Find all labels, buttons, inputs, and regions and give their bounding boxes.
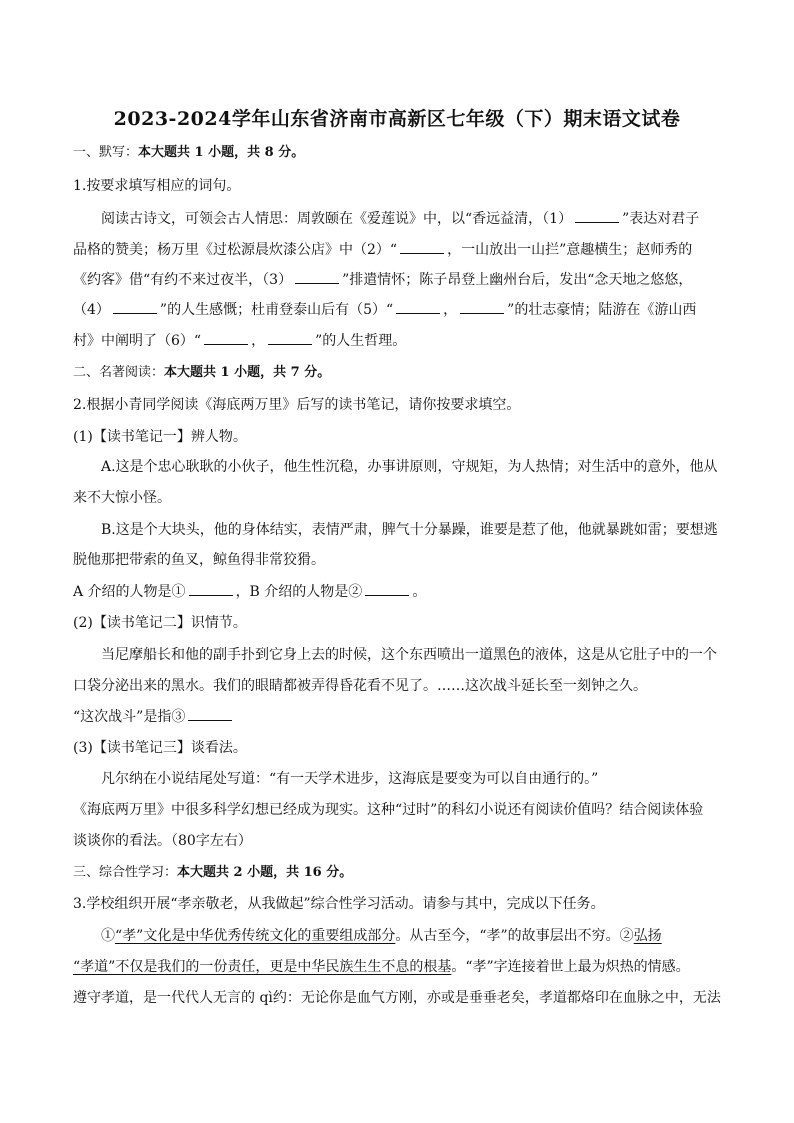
q3-passage-line-3: 遵守孝道，是一代代人无言的 qì约：无论你是血气方刚，亦或是垂垂老矣，孝道都烙印在血脉之中，无法: [73, 990, 721, 1006]
underlined-sentence-2: “孝道”不仅是我们的一份责任，更是中华民族生生不息的根基: [73, 959, 452, 975]
q2-passage-line-2: 口袋分泌出来的黑水。我们的眼睛都被弄得昏花看不见了。……这次战斗延长至一刻钟之久。: [73, 678, 647, 694]
answer-blank-3[interactable]: [295, 270, 339, 284]
q1-text: 阅读古诗文，可领会古人情思：周敦颐在《爱莲说》中，以“香远益清，（1）: [101, 211, 573, 227]
page-title: 2023-2024学年山东省济南市高新区七年级（下）期末语文试卷: [113, 108, 681, 130]
q1-line-3: [73, 270, 728, 290]
section-3-heading: [73, 863, 728, 883]
answer-blank-5b[interactable]: [460, 300, 504, 314]
q3-passage-line-1: [101, 926, 728, 946]
q2-view-line-1: 《海底两万里》中很多科学幻想已经成为现实。这种“过时”的科幻小说还有阅读价值吗？结合阅读体验: [73, 802, 704, 818]
q2-text: ，B 介绍的人物是②: [235, 584, 363, 600]
answer-blank-2[interactable]: [400, 240, 444, 254]
q1-line-1: [101, 209, 728, 229]
section-1-label: 一、默写：: [73, 145, 139, 160]
q1-line-4: [73, 300, 728, 320]
q1-text: ，: [443, 302, 458, 318]
q1-text: ”表达对君子: [622, 211, 700, 227]
answer-blank-9[interactable]: [188, 707, 232, 721]
section-2-label: 二、名著阅读：: [73, 365, 165, 380]
q1-text: 《约客》借“有约不来过夜半，（3）: [73, 272, 293, 288]
q2-view-line-2: 谈谈你的看法。（80字左右）: [73, 833, 252, 849]
q2-stem: 2.根据小青同学阅读《海底两万里》后写的读书笔记，请你按要求填空。: [73, 397, 521, 413]
q2-text: “这次战斗”是指③: [73, 709, 186, 725]
q2-person-b-line-1: B.这是个大块头，他的身体结实，表情严肃，脾气十分暴躁，谁要是惹了他，他就暴跳如雷；要想逃: [101, 522, 718, 538]
q1-line-2: [73, 240, 728, 260]
answer-blank-7[interactable]: [189, 582, 233, 596]
q1-text: ”的人生感慨；杜甫登泰山后有（5）“: [159, 302, 394, 318]
section-2-detail: 本大题共 1 小题，共 7 分。: [164, 365, 331, 380]
section-1-heading: [73, 143, 728, 163]
q3-stem: 3.学校组织开展“孝亲敬老，从我做起”综合性学习活动。请参与其中，完成以下任务。: [73, 896, 605, 912]
answer-blank-6a[interactable]: [204, 331, 248, 345]
q2-note-3-heading: (3)【读书笔记三】谈看法。: [73, 740, 247, 756]
q2-person-a-line-2: 来不大惊小怪。: [73, 490, 171, 506]
answer-blank-1[interactable]: [575, 209, 619, 223]
q2-person-b-line-2: 脱他那把带索的鱼叉，鲸鱼得非常狡猾。: [73, 552, 325, 568]
q2-note-2-heading: (2)【读书笔记二】识情节。: [73, 615, 247, 631]
q2-answer-2: [73, 707, 728, 727]
answer-blank-4[interactable]: [113, 300, 157, 314]
q2-passage-line-1: 当尼摩船长和他的副手扑到它身上去的时候，这个东西喷出一道黑色的液体，这是从它肚子中的一个: [101, 647, 717, 663]
q2-text: 。: [412, 584, 427, 600]
q1-text: ”的人生哲理。: [315, 333, 407, 349]
answer-blank-5a[interactable]: [396, 300, 440, 314]
q3-passage-line-2: [73, 957, 728, 977]
q1-text: ，: [251, 333, 266, 349]
q1-stem: 1.按要求填写相应的词句。: [73, 178, 241, 194]
q1-text: ”排遣情怀；陈子昂登上幽州台后，发出“念天地之悠悠，: [342, 272, 693, 288]
section-3-label: 三、综合性学习：: [73, 865, 178, 880]
q2-note-1-heading: (1)【读书笔记一】辨人物。: [73, 429, 247, 445]
q2-quote-line: 凡尔纳在小说结尾处写道：“有一天学术进步，这海底是要变为可以自由通行的。”: [101, 771, 599, 787]
q1-text: 品格的赞美；杨万里《过松源晨炊漆公店》中（2）“: [73, 242, 398, 258]
q3-text: 。“孝”字连接着世上最为炽热的情感。: [451, 959, 690, 975]
q1-line-5: [73, 331, 728, 351]
q1-text: （4）: [73, 302, 110, 318]
q2-text: A 介绍的人物是①: [73, 584, 186, 600]
q1-text: ”的壮志豪情；陆游在《游山西: [507, 302, 697, 318]
underlined-sentence-2: 弘扬: [633, 928, 662, 944]
q2-person-a-line-1: A.这是个忠心耿耿的小伙子，他生性沉稳，办事讲原则，守规矩，为人热情；对生活中的意外，他从: [101, 459, 718, 475]
q3-text: ①: [101, 928, 115, 944]
section-1-detail: 本大题共 1 小题，共 8 分。: [138, 145, 305, 160]
q2-answer-1: [73, 582, 728, 602]
q1-text: 村》中阐明了（6）“: [73, 333, 202, 349]
section-3-detail: 本大题共 2 小题，共 16 分。: [177, 865, 353, 880]
q1-text: ，一山放出一山拦”意趣横生；赵师秀的: [447, 242, 693, 258]
answer-blank-6b[interactable]: [268, 331, 312, 345]
underlined-sentence-1: “孝”文化是中华优秀传统文化的重要组成部分: [115, 928, 396, 944]
section-2-heading: [73, 363, 728, 383]
answer-blank-8[interactable]: [365, 582, 409, 596]
q3-text: 。从古至今，“孝”的故事层出不穷。②: [395, 928, 634, 944]
